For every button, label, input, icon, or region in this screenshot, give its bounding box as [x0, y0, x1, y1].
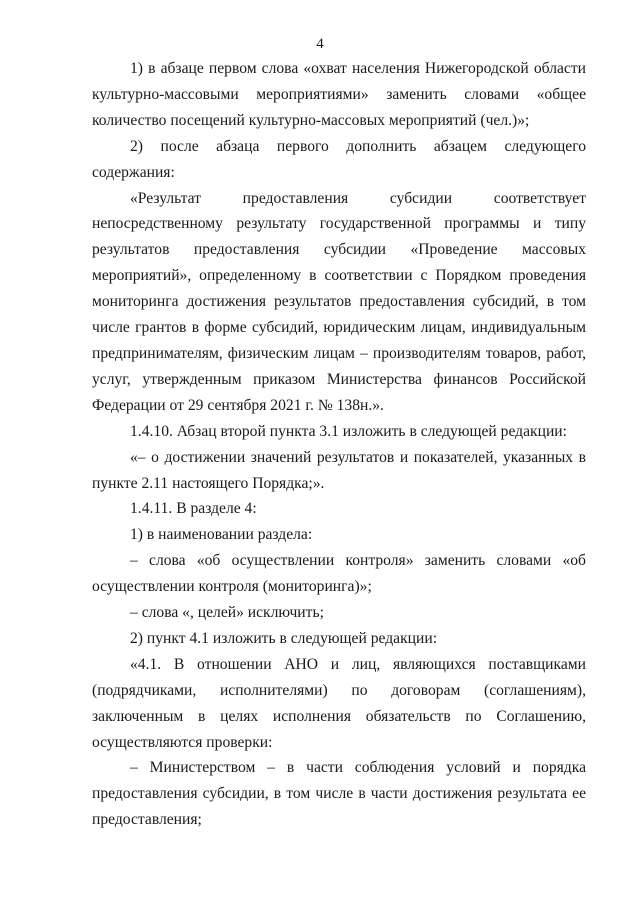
paragraph-achievement-values: «– о достижении значений результатов и показателей, указанных в пункте 2.11 настоящего Порядка;». — [92, 448, 586, 492]
paragraph-4-1-text: «4.1. В отношении АНО и лиц, являющихся поставщиками (подрядчиками, исполнителями) по договорам (соглашениям), заключенным в целях исполнения обязательств по Соглашению, осуществляются проверки: — [92, 655, 586, 751]
document-body — [92, 56, 586, 833]
paragraph-result-definition: «Результат предоставления субсидии соответствует непосредственному результату государственной программы и типу результатов предоставления субсидии «Проведение массовых мероприятий», определенному в соответствии с Порядком проведения мониторинга достижения результатов предоставления субсидий, в том числе грантов в форме субсидий, юридическим лицам, индивидуальным предпринимателям, физическим лицам – производителям товаров, работ, услуг, утвержденным приказом Министерства финансов Российской Федерации от 29 сентября 2021 г. № 138н.». — [92, 189, 586, 414]
paragraph-exclude-goals: – слова «, целей» исключить; — [130, 604, 324, 622]
page-number: 4 — [316, 36, 324, 52]
paragraph-1-4-11: 1.4.11. В разделе 4: — [130, 500, 257, 518]
paragraph-replace-control: – слова «об осуществлении контроля» заменить словами «об осуществлении контроля (мониторинга)»; — [92, 552, 586, 596]
paragraph-add-abzac: 2) после абзаца первого дополнить абзацем следующего содержания: — [92, 137, 586, 181]
paragraph-ministry-checks: – Министерством – в части соблюдения условий и порядка предоставления субсидии, в том числе в части достижения результата ее предоставления; — [92, 759, 586, 829]
paragraph-1-4-10: 1.4.10. Абзац второй пункта 3.1 изложить в следующей редакции: — [130, 422, 567, 440]
paragraph-point-4-1: 2) пункт 4.1 изложить в следующей редакции: — [130, 629, 438, 647]
paragraph-section-name: 1) в наименовании раздела: — [130, 526, 313, 544]
paragraph-abzac-first-replace: 1) в абзаце первом слова «охват населения Нижегородской области культурно-массовыми мероприятиями» заменить словами «общее количество посещений культурно-массовых мероприятий (чел.)»; — [92, 60, 586, 129]
